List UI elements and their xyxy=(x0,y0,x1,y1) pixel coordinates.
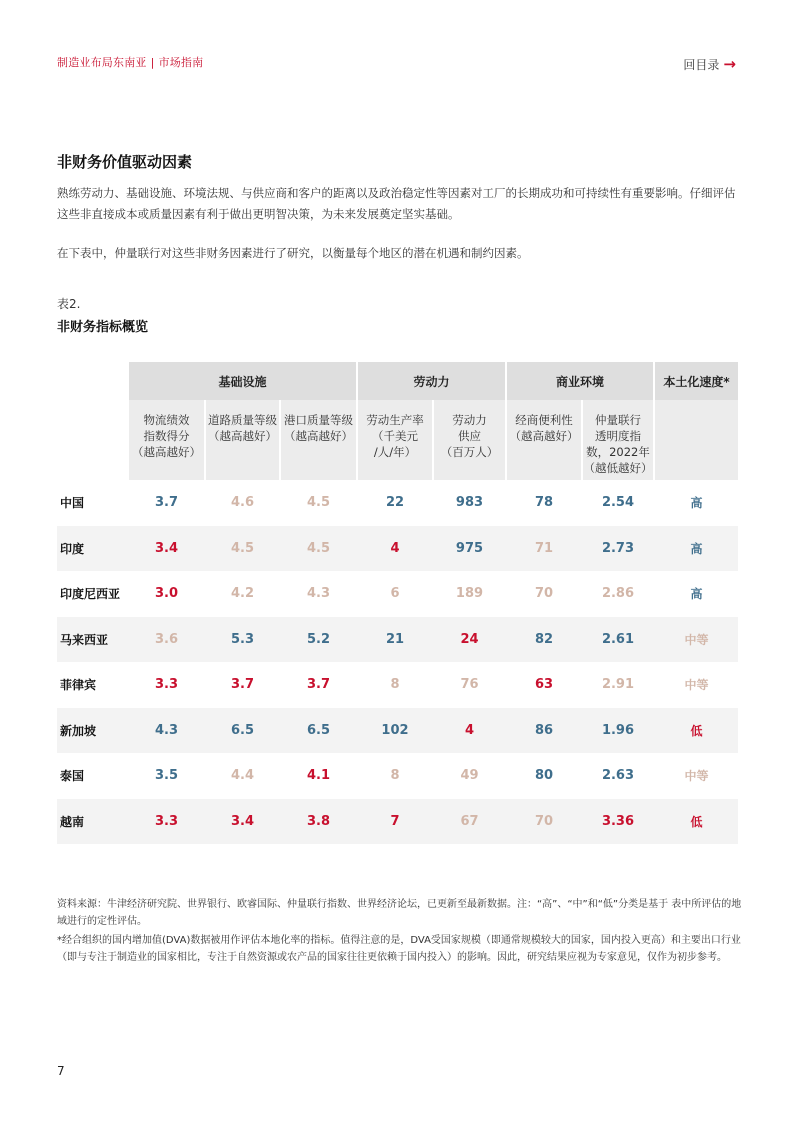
table-row xyxy=(57,662,738,707)
table-cell: 3.4 xyxy=(154,540,179,556)
table-cell: 70 xyxy=(534,586,554,601)
table-cell: 4.5 xyxy=(306,495,331,510)
column-header-line: （越高越好） xyxy=(132,445,201,459)
table-cell: 8 xyxy=(390,677,400,692)
header-separator: | xyxy=(150,56,155,69)
table-cell: 中等 xyxy=(684,769,709,783)
column-header-line: （百万人） xyxy=(440,445,499,459)
table-row xyxy=(57,571,738,616)
table-cell: 49 xyxy=(460,768,479,783)
table-cell: 中等 xyxy=(684,632,709,647)
document-header xyxy=(57,54,203,70)
table-cell: 2.61 xyxy=(601,631,635,647)
column-header xyxy=(655,400,738,480)
table-cell: 低 xyxy=(690,723,703,738)
column-header-line: /人/年） xyxy=(373,445,417,459)
table-cell: 中等 xyxy=(684,678,709,692)
table-cell: 189 xyxy=(455,586,484,601)
country-name: 中国 xyxy=(60,496,85,510)
table-cell: 67 xyxy=(460,813,479,829)
table-cell: 975 xyxy=(455,540,484,556)
table-title: 非财务指标概览 xyxy=(57,320,149,335)
table-cell: 3.8 xyxy=(306,813,331,829)
column-header xyxy=(129,400,204,480)
table-cell: 78 xyxy=(534,495,554,510)
indicator-table xyxy=(57,362,738,844)
table-cell: 2.91 xyxy=(601,677,635,692)
table-cell: 63 xyxy=(534,677,554,692)
column-header xyxy=(358,400,432,480)
footnote: *经合组织的国内增加值(DVA)数据被用作评估本地化率的指标。值得注意的是，DVA受国家规模（即通常规模较大的国家，国内投入更高）和主要出口行业（即与专注于制造业的国家相比，专注于自然资源或农产品的国家往往更依赖于国内投入）的影响。因此，研究结果应视为专家意见，仅作为初步参考。 xyxy=(57,935,741,963)
table-cell: 3.7 xyxy=(306,677,331,692)
table-cell: 4.1 xyxy=(306,768,331,783)
table-cell: 8 xyxy=(390,768,400,783)
group-header-business-environment: 商业环境 xyxy=(507,362,653,400)
table-row xyxy=(57,708,738,753)
column-header-line: 透明度指 xyxy=(595,429,641,443)
table-cell: 24 xyxy=(460,631,479,647)
column-header-line: 仲量联行 xyxy=(595,413,641,427)
country-name: 泰国 xyxy=(60,769,85,783)
table-cell: 4.6 xyxy=(230,495,255,510)
table-cell: 6.5 xyxy=(230,722,255,738)
table-row xyxy=(57,799,738,844)
column-header xyxy=(206,400,279,480)
table-cell: 2.63 xyxy=(601,768,635,783)
group-header-labor: 劳动力 xyxy=(358,362,505,400)
table-cell: 3.36 xyxy=(601,813,635,829)
arrow-right-icon: → xyxy=(723,55,736,73)
table-cell: 5.3 xyxy=(230,631,255,647)
table-cell: 70 xyxy=(534,813,554,829)
table-intro-paragraph: 在下表中，仲量联行对这些非财务因素进行了研究，以衡量每个地区的潜在机遇和制约因素。 xyxy=(57,246,529,260)
table-cell: 3.7 xyxy=(230,677,255,692)
table-cell: 7 xyxy=(390,813,400,829)
country-name: 新加坡 xyxy=(60,723,97,738)
table-cell: 71 xyxy=(534,540,554,556)
table-cell: 高 xyxy=(690,587,703,601)
column-header-line: （越低越好） xyxy=(583,461,653,475)
column-header-line: 港口质量等级 xyxy=(284,413,353,427)
table-label: 表2. xyxy=(57,297,81,311)
table-cell: 3.0 xyxy=(154,586,179,601)
table-cell: 4 xyxy=(390,540,400,556)
table-cell: 86 xyxy=(534,722,554,738)
country-name: 印度 xyxy=(60,541,85,556)
table-cell: 983 xyxy=(455,495,484,510)
country-name: 印度尼西亚 xyxy=(60,587,121,601)
column-header-line: （越高越好） xyxy=(509,429,579,443)
intro-paragraph: 熟练劳动力、基础设施、环境法规、与供应商和客户的距离以及政治稳定性等因素对工厂的长期成功和可持续性有重要影响。仔细评估这些非直接成本或质量因素有利于做出更明智决策，为未来发展奠定坚实基础。 xyxy=(57,186,736,221)
table-cell: 低 xyxy=(690,814,703,829)
country-name: 菲律宾 xyxy=(60,678,97,692)
column-header-line: 劳动生产率 xyxy=(366,413,424,427)
table-cell: 80 xyxy=(534,768,554,783)
table-cell: 4.2 xyxy=(230,586,255,601)
toc-link-label: 回目录 xyxy=(683,58,720,72)
table-row xyxy=(57,617,738,662)
table-cell: 4 xyxy=(464,722,475,738)
column-header-line: （越高越好） xyxy=(208,429,277,443)
table-cell: 3.7 xyxy=(154,495,179,510)
table-row xyxy=(57,526,738,571)
country-name: 马来西亚 xyxy=(60,632,109,647)
table-cell: 82 xyxy=(534,631,554,647)
table-cell: 3.3 xyxy=(154,677,179,692)
notes xyxy=(57,896,742,968)
group-header-infrastructure: 基础设施 xyxy=(129,362,356,400)
table-cell: 4.4 xyxy=(230,768,255,783)
doc-title: 制造业布局东南亚 xyxy=(57,56,147,69)
column-header-line: 道路质量等级 xyxy=(208,413,277,427)
column-header-line: （千美元 xyxy=(372,429,418,443)
table-row xyxy=(57,753,738,798)
table-cell: 102 xyxy=(381,722,409,738)
table-cell: 高 xyxy=(690,541,703,556)
table-cell: 3.4 xyxy=(230,813,255,829)
table-cell: 3.3 xyxy=(154,813,179,829)
table-cell: 2.86 xyxy=(601,586,635,601)
column-header-line: 劳动力 xyxy=(452,413,487,427)
column-header xyxy=(507,400,581,480)
table-row xyxy=(57,480,738,525)
table-cell: 5.2 xyxy=(306,631,331,647)
table-cell: 21 xyxy=(385,631,405,647)
table-cell: 2.73 xyxy=(601,540,635,556)
column-header xyxy=(434,400,505,480)
table-cell: 高 xyxy=(690,496,703,510)
column-header-line: 数，2022年 xyxy=(586,445,650,459)
table-cell: 4.3 xyxy=(306,586,331,601)
column-header xyxy=(583,400,653,480)
doc-section: 市场指南 xyxy=(158,56,204,69)
group-header-localization-speed: 本土化速度* xyxy=(655,362,738,400)
table-cell: 4.5 xyxy=(230,540,255,556)
table-cell: 2.54 xyxy=(601,495,635,510)
table-cell: 6 xyxy=(390,586,400,601)
table-cell: 22 xyxy=(385,495,405,510)
column-header-line: 供应 xyxy=(458,429,481,443)
table-cell: 76 xyxy=(460,677,479,692)
page-number: 7 xyxy=(57,1064,65,1078)
toc-link[interactable] xyxy=(683,56,736,73)
table-cell: 4.5 xyxy=(306,540,331,556)
column-header-line: （越高越好） xyxy=(284,429,353,443)
table-cell: 3.5 xyxy=(154,768,179,783)
column-header-line: 经商便利性 xyxy=(515,413,573,427)
column-header-line: 指数得分 xyxy=(143,429,190,443)
source-note: 资料来源：牛津经济研究院、世界银行、欧睿国际、仲量联行指数、世界经济论坛，已更新至最新数据。注：“高”、“中”和“低”分类是基于 表中所评估的地域进行的定性评估。 xyxy=(57,899,742,927)
table-cell: 6.5 xyxy=(306,722,331,738)
section-title: 非财务价值驱动因素 xyxy=(57,153,193,171)
table-cell: 1.96 xyxy=(601,722,635,738)
country-name: 越南 xyxy=(60,814,85,829)
column-header xyxy=(281,400,356,480)
table-cell: 3.6 xyxy=(154,631,179,647)
table-cell: 4.3 xyxy=(154,722,179,738)
column-header-line: 物流绩效 xyxy=(143,413,190,427)
